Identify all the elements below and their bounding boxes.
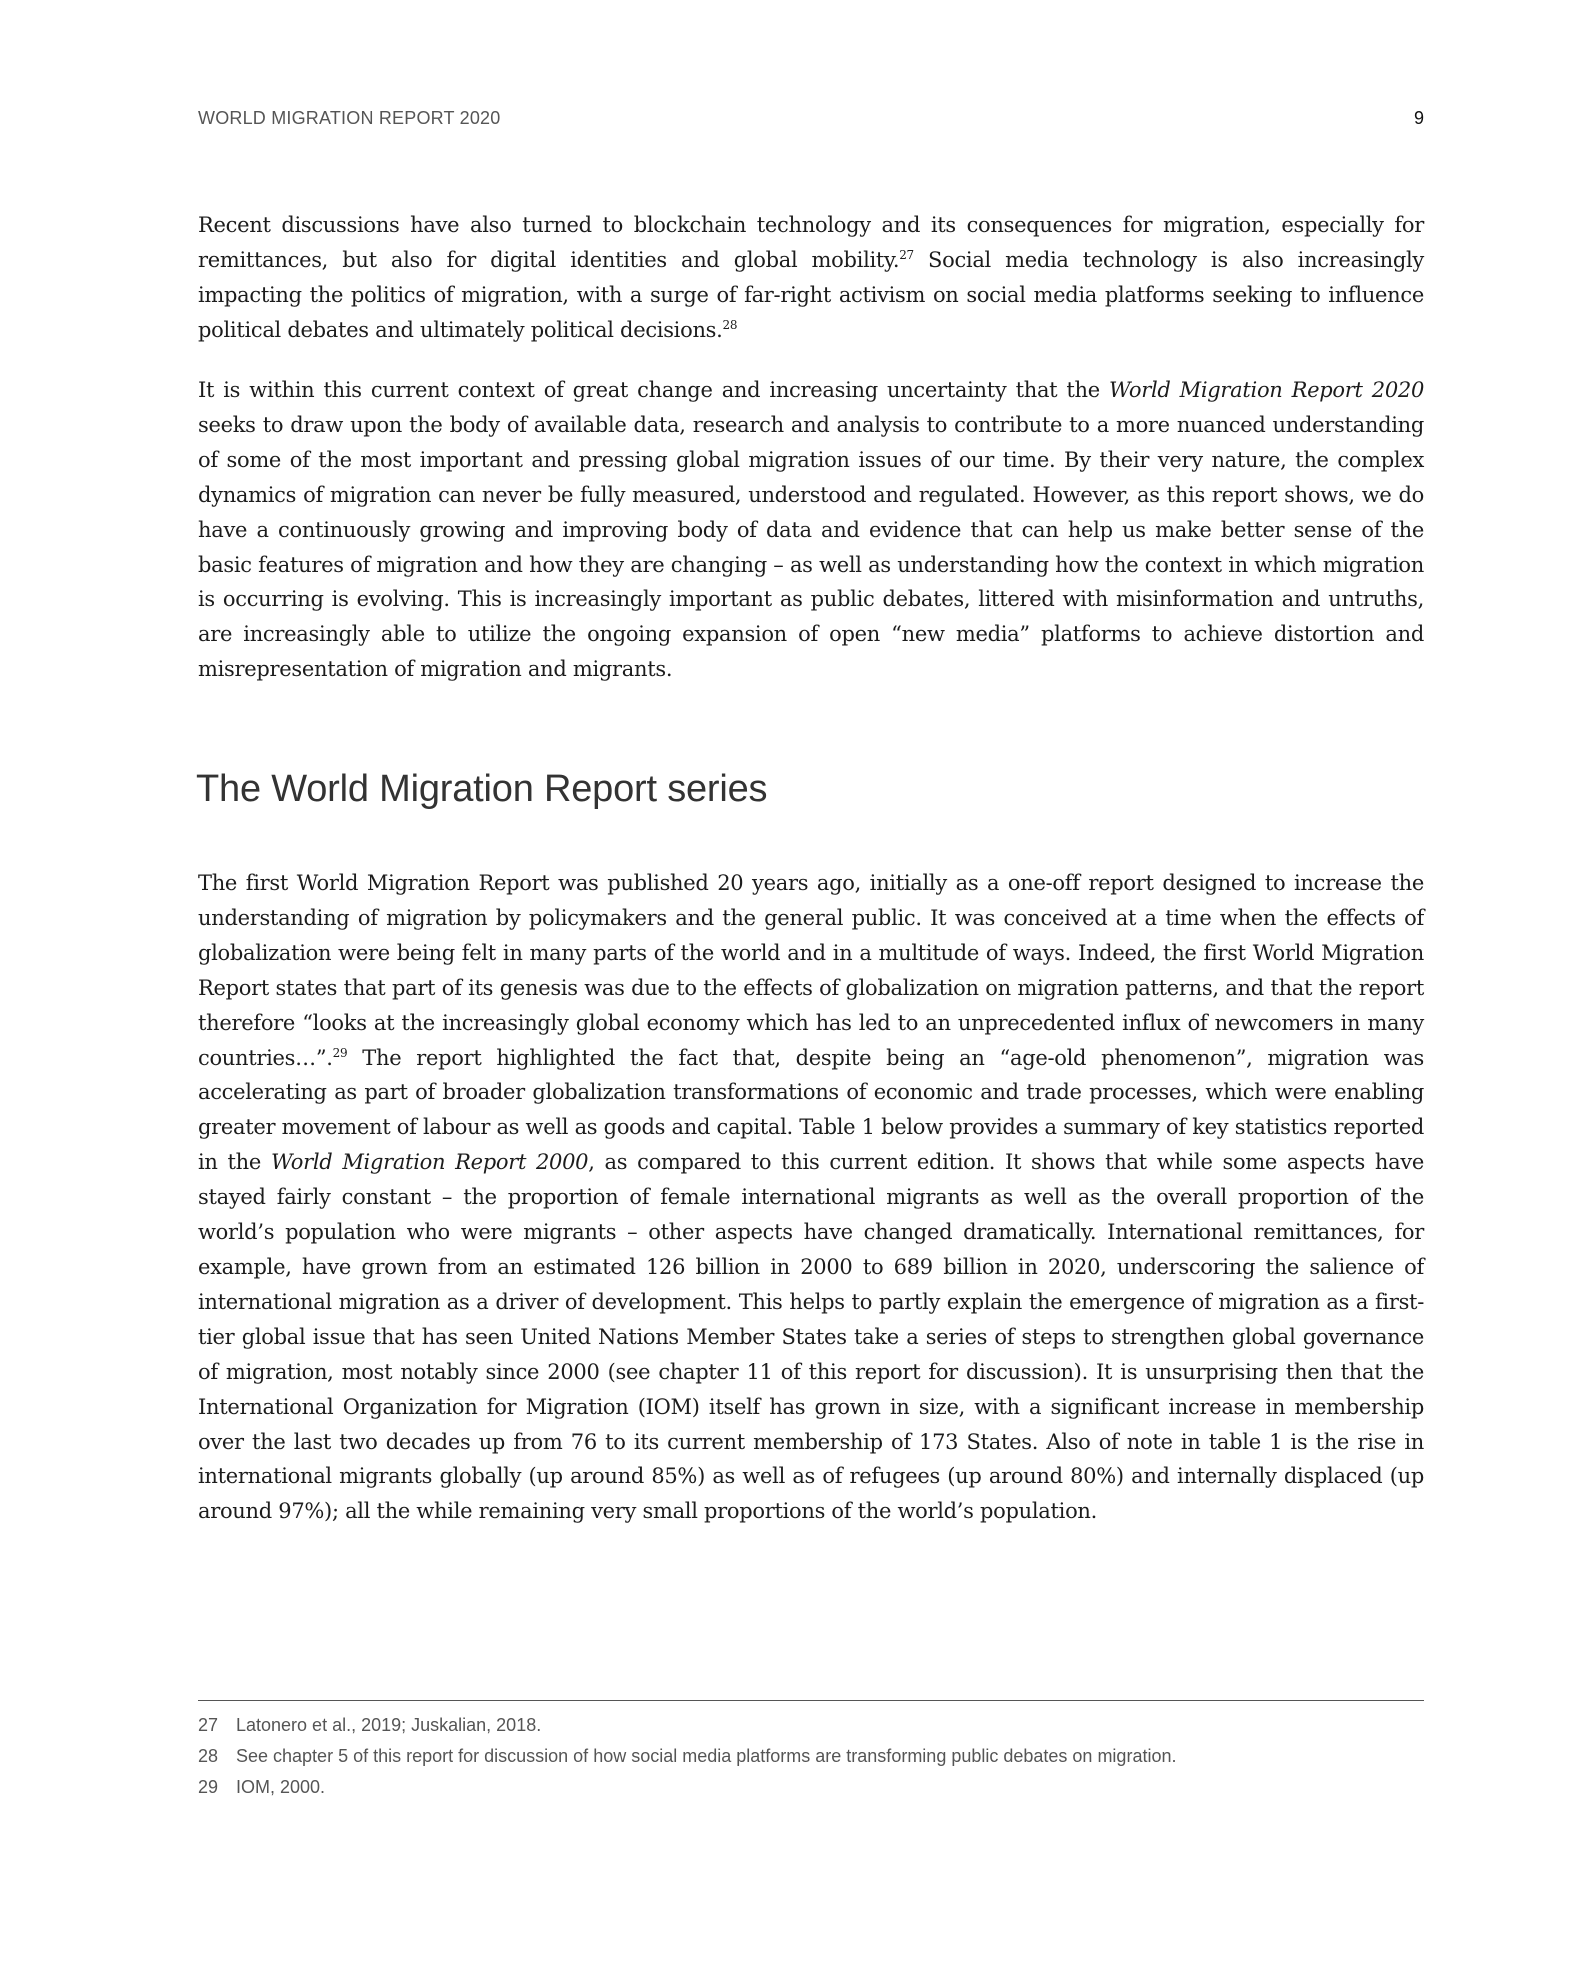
footnote-number: 28 xyxy=(198,1746,219,1766)
footnote-item xyxy=(198,1710,1424,1741)
paragraph-text: , as compared to this current edition. It shows that while some aspects have stayed fairly constant – the proportion of female international migrants as well as the overall proportion of the world’s population who were migrants – other aspects have changed dramatically. International remittances, for example, have grown from an estimated 126 billion in 2000 to 689 billion in 2020, underscoring the salience of international migration as a driver of development. This helps to partly explain the emergence of migration as a first-tier global issue that has seen United Nations Member States take a series of steps to strengthen global governance of migration, most notably since 2000 (see chapter 11 of this report for discussion). It is unsurprising then that the International Organization for Migration (IOM) itself has grown in size, with a significant increase in membership over the last two decades up from 76 to its current membership of 173 States. Also of note in table 1 is the rise in international migrants globally (up around 85%) as well as of refugees (up around 80%) and internally displaced (up around 97%); all the while remaining very small proportions of the world’s population. xyxy=(198,1150,1425,1524)
report-title-italic: World Migration Report 2000 xyxy=(270,1150,589,1175)
footnote-ref-27[interactable]: 27 xyxy=(899,247,914,262)
paragraph-text: The first World Migration Report was published 20 years ago, initially as a one-off report designed to increase the understanding of migration by policymakers and the general public. It was conceived at a time when the effects of globalization were being felt in many parts of the world and in a multitude of ways. Indeed, the first World Migration Report states that part of its genesis was due to the effects of globalization on migration patterns, and that the report therefore “looks at the increasingly global economy which has led to an unprecedented influx of newcomers in many countries…”. xyxy=(198,871,1424,1070)
footnote-item xyxy=(198,1741,1424,1772)
paragraph-blockchain xyxy=(198,208,1424,348)
footnote-text: IOM, 2000. xyxy=(236,1777,326,1797)
page-number: 9 xyxy=(1413,108,1424,128)
running-title: WORLD MIGRATION REPORT 2020 xyxy=(198,108,501,128)
footnote-text: Latonero et al., 2019; Juskalian, 2018. xyxy=(236,1715,542,1735)
paragraph-series xyxy=(198,866,1424,1529)
footnote-text: See chapter 5 of this report for discussion of how social media platforms are transforming public debates on migration. xyxy=(236,1746,1177,1766)
footnotes xyxy=(198,1710,1424,1803)
paragraph-text: seeks to draw upon the body of available data, research and analysis to contribute to a more nuanced understanding of some of the most important and pressing global migration issues of our time. By their very nature, the complex dynamics of migration can never be fully measured, understood and regulated. However, as this report shows, we do have a continuously growing and improving body of data and evidence that can help us make better sense of the basic features of migration and how they are changing – as well as understanding how the context in which migration is occurring is evolving. This is increasingly important as public debates, littered with misinformation and untruths, are increasingly able to utilize the ongoing expansion of open “new media” platforms to achieve distortion and misrepresentation of migration and migrants. xyxy=(198,412,1424,682)
paragraph-text: Recent discussions have also turned to blockchain technology and its consequences for migration, especially for remittances, but also for digital identities and global mobility. xyxy=(198,213,1424,272)
section-heading: The World Migration Report series xyxy=(196,768,768,810)
footnote-divider xyxy=(198,1700,1424,1701)
footnote-number: 29 xyxy=(198,1777,219,1797)
paragraph-context xyxy=(198,373,1424,687)
footnote-ref-28[interactable]: 28 xyxy=(722,317,738,332)
footnote-item xyxy=(198,1772,1424,1803)
footnote-number: 27 xyxy=(198,1715,219,1735)
footnote-ref-29[interactable]: 29 xyxy=(332,1045,348,1060)
page-header xyxy=(198,108,1424,132)
report-title-italic: World Migration Report 2020 xyxy=(1109,378,1425,402)
paragraph-text: It is within this current context of great change and increasing uncertainty that the xyxy=(198,378,1110,402)
paragraph-text: Social media technology is also increasingly impacting the politics of migration, with a surge of far-right activism on social media platforms seeking to influence political debates and ultimately political decisions. xyxy=(198,247,1424,342)
paragraph-text: The report highlighted the fact that, despite being an “age-old phenomenon”, migration was accelerating as part of broader globalization transformations of economic and trade processes, which were enabling greater movement of labour as well as goods and capital. Table 1 below provides a summary of key statistics reported in the xyxy=(198,1045,1424,1175)
